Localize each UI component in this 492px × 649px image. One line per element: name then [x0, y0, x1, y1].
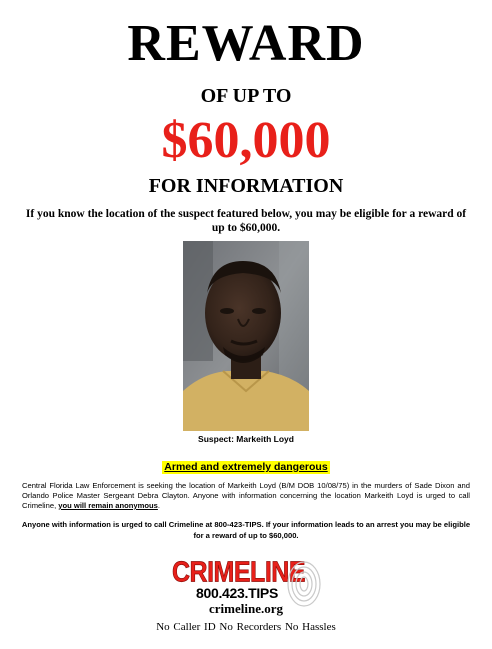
- suspect-photo: [183, 241, 309, 431]
- body-text-end: .: [157, 501, 161, 510]
- suspect-photo-image: [183, 241, 309, 431]
- crimeline-url[interactable]: crimeline.org: [209, 601, 283, 616]
- body-text-anonymous: you will remain anonymous: [58, 501, 158, 510]
- for-information-heading: FOR INFORMATION: [148, 175, 344, 197]
- crimeline-tagline: No Caller ID No Recorders No Hassles: [156, 621, 336, 633]
- intro-text: If you know the location of the suspect featured below, you may be eligible for a reward of up to $60,000.: [25, 208, 467, 234]
- body-paragraph: [22, 481, 470, 511]
- photo-caption: Suspect: Markeith Loyd: [198, 434, 294, 444]
- reward-subtitle: OF UP TO: [200, 85, 292, 107]
- warning-text: Armed and extremely dangerous: [164, 461, 328, 473]
- reward-title: REWARD: [127, 15, 365, 72]
- body-text-main: Central Florida Law Enforcement is seeking the location of Markeith Loyd (B/M DOB 10/08/75) in the murders of Sade Dixon and Orlando Police Master Sergeant Debra Clayton. Anyone with information concerning the location Markeith Loyd is urged to call Crimeline,: [22, 481, 470, 510]
- crimeline-logo: CRIMELINE: [172, 556, 305, 589]
- reward-amount: $60,000: [161, 112, 331, 169]
- warning-banner: [0, 457, 492, 475]
- call-to-action: Anyone with information is urged to call Crimeline at 800-423-TIPS. If your information leads to an arrest you may be eligible for a reward of up to $60,000.: [21, 520, 471, 540]
- crimeline-phone: 800.423.TIPS: [195, 585, 278, 601]
